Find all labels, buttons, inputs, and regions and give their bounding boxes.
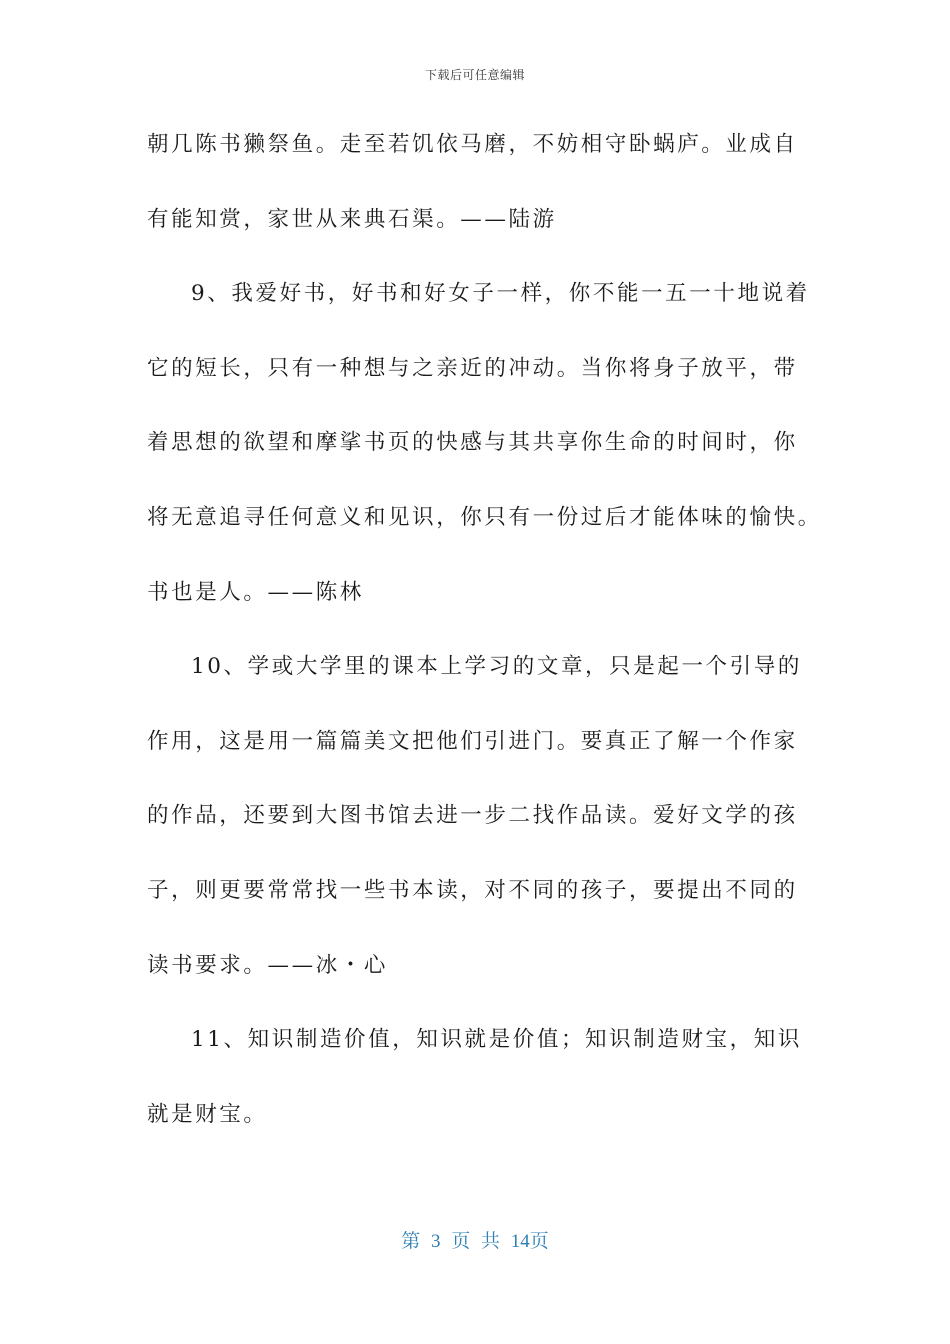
page-header-note: 下载后可任意编辑: [424, 68, 525, 82]
text-line-paragraph-start: 11、知识制造价值，知识就是价值；知识制造财宝，知识: [191, 1027, 802, 1053]
text-line: 读书要求。——冰・心: [147, 952, 389, 978]
text-line: 书也是人。——陈林: [147, 579, 364, 605]
text-line-paragraph-start: 9、我爱好书，好书和好女子一样，你不能一五一十地说着: [191, 281, 810, 307]
text-line: 作用，这是用一篇篇美文把他们引进门。要真正了解一个作家: [147, 728, 798, 754]
text-line: 就是财宝。: [147, 1101, 268, 1127]
document-body: [147, 124, 822, 1168]
text-line: 的作品，还要到大图书馆去进一步二找作品读。爱好文学的孩: [147, 803, 798, 829]
text-line: 子，则更要常常找一些书本读，对不同的孩子，要提出不同的: [147, 877, 798, 903]
text-line-paragraph-start: 10、学或大学里的课本上学习的文章，只是起一个引导的: [191, 654, 802, 680]
text-line: 有能知赏，家世从来典石渠。——陆游: [147, 206, 557, 232]
text-line: 朝几陈书獭祭鱼。走至若饥依马磨，不妨相守卧蜗庐。业成自: [147, 132, 798, 157]
page-number-footer: 第 3 页 共 14页: [401, 1231, 549, 1252]
text-line: 它的短长，只有一种想与之亲近的冲动。当你将身子放平，带: [147, 355, 798, 381]
text-line: 将无意追寻任何意义和见识，你只有一份过后才能体味的愉快。: [147, 504, 822, 530]
text-line: 着思想的欲望和摩挲书页的快感与其共享你生命的时间时，你: [147, 430, 798, 456]
